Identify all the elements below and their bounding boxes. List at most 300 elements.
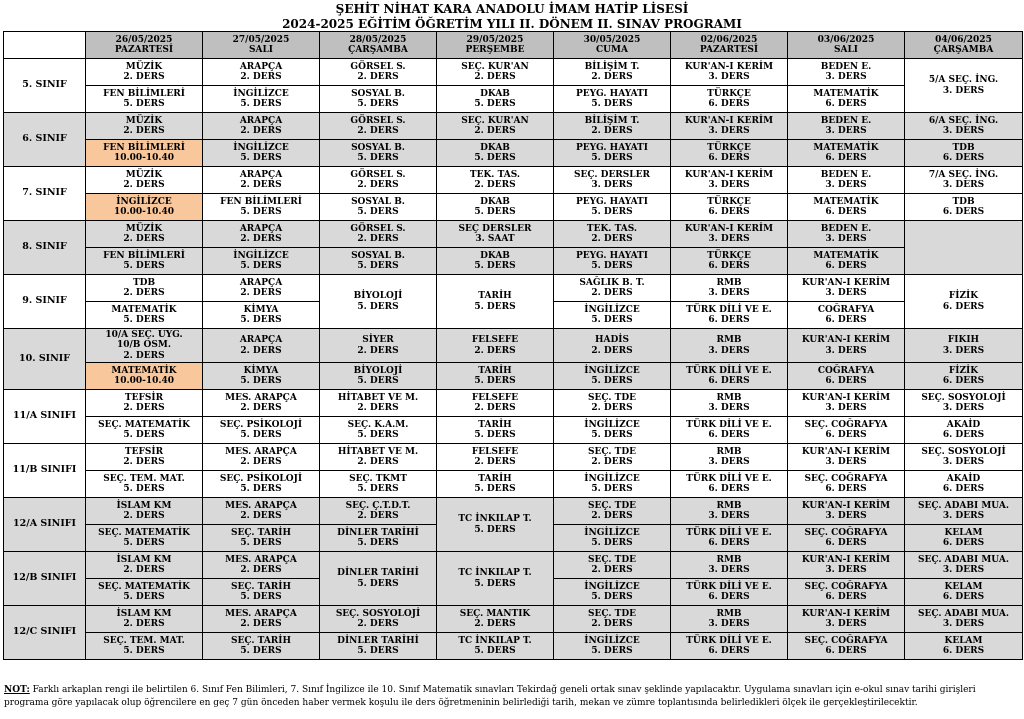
exam-cell bbox=[320, 471, 437, 498]
exam-cell-line: SEÇ. SOSYOLOJİ bbox=[921, 392, 1006, 403]
exam-cell-line: PEYG. HAYATI bbox=[576, 142, 648, 153]
exam-cell bbox=[554, 444, 671, 471]
exam-cell-line: 5. DERS bbox=[123, 430, 165, 440]
exam-cell bbox=[86, 113, 203, 140]
exam-cell bbox=[320, 390, 437, 417]
exam-cell-line: 6. DERS bbox=[825, 538, 867, 548]
exam-cell-line: 6. DERS bbox=[708, 99, 750, 109]
exam-cell-line: BEDEN E. bbox=[820, 61, 872, 72]
exam-cell-line: 6. DERS bbox=[942, 153, 985, 163]
exam-cell bbox=[320, 221, 437, 248]
exam-cell-line: 3. DERS bbox=[708, 288, 750, 298]
exam-cell-line: İNGİLİZCE bbox=[584, 473, 640, 484]
header-row bbox=[4, 32, 1023, 59]
exam-cell bbox=[437, 167, 554, 194]
exam-cell-line: HİTABET VE M. bbox=[337, 446, 419, 457]
exam-cell-line: 5. DERS bbox=[591, 646, 633, 656]
exam-cell bbox=[788, 471, 905, 498]
exam-cell-line: MATEMATİK bbox=[813, 88, 879, 99]
exam-cell bbox=[554, 113, 671, 140]
exam-cell-line: 3. DERS bbox=[708, 565, 750, 575]
exam-cell-line: 3. DERS bbox=[825, 511, 867, 521]
exam-cell-line: DİNLER TARİHİ bbox=[337, 568, 419, 578]
exam-cell-line: İNGİLİZCE bbox=[584, 365, 640, 376]
class-name: 6. SINIF bbox=[4, 113, 86, 167]
exam-cell-line: 2. DERS bbox=[123, 180, 165, 190]
exam-cell-line: SEÇ. COĞRAFYA bbox=[804, 419, 888, 430]
exam-cell bbox=[437, 417, 554, 444]
exam-cell-line: 2. DERS bbox=[123, 619, 165, 629]
exam-cell-line: GÖRSEL S. bbox=[350, 61, 406, 72]
exam-cell-line: 5. DERS bbox=[474, 430, 516, 440]
exam-cell-line: İSLAM KM bbox=[116, 500, 172, 511]
class-name: 12/B SINIFI bbox=[4, 552, 86, 606]
exam-cell-line: KELAM bbox=[944, 527, 983, 538]
exam-cell-line: SEÇ. TARİH bbox=[230, 581, 291, 592]
exam-cell-line: BEDEN E. bbox=[820, 223, 872, 234]
exam-cell bbox=[905, 579, 1023, 606]
exam-cell-line: KİMYA bbox=[243, 304, 279, 315]
exam-cell-line: 7/A SEÇ. İNG. bbox=[928, 169, 999, 180]
exam-cell-line: 6. DERS bbox=[942, 376, 985, 386]
exam-cell-line: 5. DERS bbox=[357, 646, 399, 656]
exam-cell bbox=[437, 59, 554, 86]
exam-cell-line: 2. DERS bbox=[591, 72, 633, 82]
exam-cell-line: 2. DERS bbox=[474, 126, 516, 136]
exam-cell bbox=[203, 329, 320, 363]
exam-cell bbox=[203, 498, 320, 525]
exam-cell bbox=[788, 444, 905, 471]
class-name: 5. SINIF bbox=[4, 59, 86, 113]
exam-cell-line: İNGİLİZCE bbox=[584, 304, 640, 315]
exam-cell-line: İSLAM KM bbox=[116, 608, 172, 619]
exam-cell-line: ARAPÇA bbox=[239, 169, 283, 180]
class-row-bottom bbox=[4, 86, 1023, 113]
exam-cell-line: 6. DERS bbox=[825, 315, 867, 325]
exam-cell-line: SEÇ. MATEMATİK bbox=[98, 581, 190, 592]
day-name: SALI bbox=[248, 45, 274, 55]
exam-cell bbox=[788, 86, 905, 113]
exam-cell bbox=[788, 113, 905, 140]
exam-cell-line: SEÇ. COĞRAFYA bbox=[804, 635, 888, 646]
exam-cell-line: SEÇ. Ç.T.D.T. bbox=[345, 500, 411, 511]
exam-cell bbox=[671, 417, 788, 444]
exam-cell bbox=[905, 363, 1023, 390]
exam-cell-line: 2. DERS bbox=[123, 126, 165, 136]
exam-cell bbox=[554, 86, 671, 113]
exam-cell bbox=[671, 525, 788, 552]
exam-cell-line: 6. DERS bbox=[708, 592, 750, 602]
exam-cell bbox=[554, 194, 671, 221]
exam-cell bbox=[437, 194, 554, 221]
exam-cell-line: 6. DERS bbox=[708, 430, 750, 440]
exam-cell-line: MATEMATİK bbox=[111, 365, 177, 376]
exam-cell-merged bbox=[320, 275, 437, 329]
exam-cell-line: SEÇ. TDE bbox=[588, 446, 636, 457]
exam-cell bbox=[86, 221, 203, 248]
exam-cell bbox=[671, 498, 788, 525]
exam-cell-line: 6. DERS bbox=[825, 646, 867, 656]
exam-cell-line: 2. DERS bbox=[123, 288, 165, 298]
exam-cell-line: DKAB bbox=[480, 250, 510, 261]
exam-cell-line: RMB bbox=[716, 446, 742, 457]
exam-cell bbox=[86, 275, 203, 302]
exam-cell-line: 5. DERS bbox=[357, 578, 399, 589]
exam-cell-line: 2. DERS bbox=[123, 511, 165, 521]
exam-cell-line: KUR'AN-I KERİM bbox=[684, 223, 774, 234]
exam-cell bbox=[203, 194, 320, 221]
exam-cell-line: RMB bbox=[716, 500, 742, 511]
exam-cell-line: TÜRK DİLİ VE E. bbox=[686, 473, 772, 484]
exam-cell-line: 6. DERS bbox=[825, 592, 867, 602]
exam-cell-line: MATEMATİK bbox=[111, 304, 177, 315]
exam-cell-line: BİYOLOJİ bbox=[353, 365, 403, 376]
exam-cell-merged bbox=[320, 552, 437, 606]
exam-cell bbox=[554, 633, 671, 660]
exam-cell-line: KUR'AN-I KERİM bbox=[801, 608, 891, 619]
exam-cell-line: FİZİK bbox=[948, 291, 979, 301]
exam-cell bbox=[788, 140, 905, 167]
class-name: 10. SINIF bbox=[4, 329, 86, 390]
class-row-top bbox=[4, 167, 1023, 194]
day-date: 26/05/2025 bbox=[115, 34, 173, 45]
exam-cell-line: 10.00-10.40 bbox=[113, 207, 175, 217]
exam-cell-line: KELAM bbox=[944, 635, 983, 646]
exam-cell-line: 5. DERS bbox=[591, 538, 633, 548]
exam-cell bbox=[788, 390, 905, 417]
exam-cell-line: 5. DERS bbox=[474, 578, 516, 589]
exam-cell-line: COĞRAFYA bbox=[817, 304, 875, 315]
exam-cell-line: 5. DERS bbox=[240, 207, 282, 217]
exam-cell-line: 2. DERS bbox=[591, 288, 633, 298]
exam-cell bbox=[86, 248, 203, 275]
exam-cell-line: 5. DERS bbox=[591, 153, 633, 163]
exam-cell-line: 5. DERS bbox=[474, 646, 516, 656]
exam-cell-line: COĞRAFYA bbox=[817, 365, 875, 376]
exam-cell bbox=[788, 59, 905, 86]
exam-cell bbox=[671, 140, 788, 167]
day-date: 30/05/2025 bbox=[583, 34, 641, 45]
exam-cell-line: MÜZİK bbox=[125, 169, 163, 180]
exam-cell-line: TÜRKÇE bbox=[707, 142, 751, 153]
exam-cell-line: 5. DERS bbox=[474, 376, 516, 386]
exam-cell-line: 2. DERS bbox=[240, 180, 282, 190]
exam-cell bbox=[86, 444, 203, 471]
class-row-top bbox=[4, 498, 1023, 525]
exam-cell-line: 2. DERS bbox=[591, 403, 633, 413]
exam-cell-line: 2. DERS bbox=[591, 345, 633, 356]
exam-cell-line: KUR'AN-I KERİM bbox=[801, 277, 891, 288]
exam-cell-line: 2. DERS bbox=[591, 234, 633, 244]
exam-cell-line: SEÇ. ADABI MUA. bbox=[917, 554, 1009, 565]
exam-cell-line: 3. DERS bbox=[942, 345, 985, 356]
exam-cell-line: 6. DERS bbox=[942, 592, 985, 602]
common-exam-cell bbox=[86, 363, 203, 390]
exam-cell bbox=[86, 471, 203, 498]
exam-cell-line: 2. DERS bbox=[474, 180, 516, 190]
exam-cell bbox=[788, 606, 905, 633]
exam-cell bbox=[203, 606, 320, 633]
exam-cell-line: ARAPÇA bbox=[239, 335, 283, 345]
exam-cell-line: SEÇ. COĞRAFYA bbox=[804, 527, 888, 538]
exam-cell bbox=[203, 59, 320, 86]
exam-cell-line: 5. DERS bbox=[240, 646, 282, 656]
exam-cell-line: 2. DERS bbox=[474, 345, 516, 356]
exam-cell-line: 2. DERS bbox=[357, 619, 399, 629]
exam-cell-line: 2. DERS bbox=[474, 457, 516, 467]
day-header bbox=[437, 32, 554, 59]
exam-cell-line: İSLAM KM bbox=[116, 554, 172, 565]
exam-cell bbox=[788, 552, 905, 579]
exam-cell-line: SEÇ. TARİH bbox=[230, 527, 291, 538]
day-header bbox=[554, 32, 671, 59]
exam-cell bbox=[203, 471, 320, 498]
exam-cell-line: İNGİLİZCE bbox=[116, 196, 172, 207]
exam-cell-line: İNGİLİZCE bbox=[584, 581, 640, 592]
exam-cell bbox=[671, 606, 788, 633]
exam-cell bbox=[905, 444, 1023, 471]
exam-cell bbox=[320, 633, 437, 660]
exam-cell-line: SEÇ. ADABI MUA. bbox=[917, 608, 1009, 619]
exam-cell-line: 6. DERS bbox=[825, 484, 867, 494]
exam-cell-line: 5. DERS bbox=[240, 592, 282, 602]
exam-cell-line: 3. DERS bbox=[825, 345, 867, 356]
exam-cell-line: SEÇ. COĞRAFYA bbox=[804, 581, 888, 592]
exam-cell bbox=[86, 606, 203, 633]
exam-cell-line: GÖRSEL S. bbox=[350, 223, 406, 234]
exam-cell-line: 5. DERS bbox=[357, 261, 399, 271]
exam-cell-line: 5. DERS bbox=[474, 484, 516, 494]
day-date: 03/06/2025 bbox=[817, 34, 875, 45]
exam-cell-line: 5. DERS bbox=[123, 646, 165, 656]
exam-cell-line: KİMYA bbox=[243, 365, 279, 376]
day-header bbox=[203, 32, 320, 59]
exam-cell-line: 5. DERS bbox=[591, 430, 633, 440]
exam-cell-line: SEÇ. MATEMATİK bbox=[98, 419, 190, 430]
exam-cell-line: MÜZİK bbox=[125, 223, 163, 234]
exam-cell bbox=[86, 417, 203, 444]
exam-cell bbox=[905, 194, 1023, 221]
exam-cell-line: SEÇ. COĞRAFYA bbox=[804, 473, 888, 484]
exam-cell-line: FİZİK bbox=[948, 365, 979, 376]
exam-cell-line: TC İNKILAP T. bbox=[458, 635, 532, 646]
exam-cell-line: 5. DERS bbox=[123, 592, 165, 602]
exam-cell-line: GÖRSEL S. bbox=[350, 115, 406, 126]
exam-cell-line: TARİH bbox=[478, 291, 512, 301]
exam-cell bbox=[320, 363, 437, 390]
exam-cell bbox=[203, 633, 320, 660]
exam-cell bbox=[320, 444, 437, 471]
exam-cell bbox=[86, 552, 203, 579]
exam-cell bbox=[671, 167, 788, 194]
exam-cell-line: MES. ARAPÇA bbox=[225, 392, 297, 403]
exam-cell-line: MÜZİK bbox=[125, 115, 163, 126]
exam-cell-line: 2. DERS bbox=[240, 126, 282, 136]
exam-cell-line: TÜRKÇE bbox=[707, 250, 751, 261]
exam-cell bbox=[905, 606, 1023, 633]
exam-cell-line: 3. DERS bbox=[708, 234, 750, 244]
exam-cell-line: PEYG. HAYATI bbox=[576, 196, 648, 207]
exam-cell-line: İNGİLİZCE bbox=[584, 419, 640, 430]
exam-cell-line: DİNLER TARİHİ bbox=[337, 527, 419, 538]
exam-cell-line: 2. DERS bbox=[357, 403, 399, 413]
exam-cell-line: 3. DERS bbox=[942, 180, 985, 190]
exam-cell-line: 3. DERS bbox=[825, 565, 867, 575]
exam-cell-line: BİYOLOJİ bbox=[353, 291, 403, 301]
exam-cell-line: SEÇ. MATEMATİK bbox=[98, 527, 190, 538]
exam-cell-line: 3. DERS bbox=[942, 85, 985, 96]
exam-cell-line: İNGİLİZCE bbox=[233, 88, 289, 99]
exam-cell bbox=[86, 498, 203, 525]
exam-cell bbox=[203, 417, 320, 444]
exam-cell bbox=[554, 221, 671, 248]
exam-cell-line: İNGİLİZCE bbox=[233, 142, 289, 153]
exam-cell-line: 5. DERS bbox=[474, 99, 516, 109]
day-header bbox=[86, 32, 203, 59]
exam-cell-line: 5. DERS bbox=[240, 153, 282, 163]
day-date: 27/05/2025 bbox=[232, 34, 290, 45]
exam-cell bbox=[437, 390, 554, 417]
exam-cell-line: KUR'AN-I KERİM bbox=[684, 169, 774, 180]
exam-cell-line: 5. DERS bbox=[123, 484, 165, 494]
exam-cell bbox=[203, 302, 320, 329]
class-name: 9. SINIF bbox=[4, 275, 86, 329]
class-row-top bbox=[4, 606, 1023, 633]
exam-cell-line: KUR'AN-I KERİM bbox=[684, 61, 774, 72]
exam-cell-line: 5. DERS bbox=[240, 315, 282, 325]
class-name: 11/B SINIFI bbox=[4, 444, 86, 498]
exam-cell-line: TC İNKILAP T. bbox=[458, 514, 532, 524]
exam-cell-line: 2. DERS bbox=[240, 619, 282, 629]
exam-cell bbox=[905, 552, 1023, 579]
exam-cell-line: 2. DERS bbox=[123, 457, 165, 467]
exam-cell-line: 2. DERS bbox=[123, 403, 165, 413]
exam-cell bbox=[788, 363, 905, 390]
exam-cell-line: 6. DERS bbox=[708, 538, 750, 548]
exam-cell-line: 5. DERS bbox=[357, 430, 399, 440]
exam-cell-line: 10/B OSM. bbox=[117, 340, 171, 351]
exam-cell-line: TÜRK DİLİ VE E. bbox=[686, 635, 772, 646]
exam-cell bbox=[554, 390, 671, 417]
exam-cell-line: SOSYAL B. bbox=[351, 250, 405, 261]
class-row-bottom bbox=[4, 363, 1023, 390]
exam-cell-line: SEÇ. TDE bbox=[588, 392, 636, 403]
exam-cell-line: 3. DERS bbox=[942, 619, 985, 629]
exam-cell bbox=[320, 606, 437, 633]
exam-cell-line: DİNLER TARİHİ bbox=[337, 635, 419, 646]
exam-cell-line: SEÇ. SOSYOLOJİ bbox=[921, 446, 1006, 457]
class-name: 8. SINIF bbox=[4, 221, 86, 275]
exam-cell-line: ARAPÇA bbox=[239, 115, 283, 126]
exam-cell-line: 5. DERS bbox=[474, 207, 516, 217]
exam-cell bbox=[788, 417, 905, 444]
exam-cell-line: 3. DERS bbox=[708, 72, 750, 82]
exam-cell-line: 3. DERS bbox=[825, 180, 867, 190]
exam-cell-line: 2. DERS bbox=[240, 72, 282, 82]
exam-cell bbox=[671, 194, 788, 221]
note-label: NOT: bbox=[4, 685, 30, 695]
exam-cell-line: 2. DERS bbox=[357, 511, 399, 521]
exam-cell-line: SEÇ. TDE bbox=[588, 608, 636, 619]
exam-cell bbox=[788, 525, 905, 552]
exam-cell-line: 2. DERS bbox=[474, 72, 516, 82]
exam-cell-line: 3. DERS bbox=[825, 619, 867, 629]
exam-cell-line: SEÇ. ADABI MUA. bbox=[917, 500, 1009, 511]
exam-cell bbox=[788, 633, 905, 660]
exam-cell-line: TARİH bbox=[478, 365, 512, 376]
exam-cell bbox=[203, 113, 320, 140]
exam-cell-line: 3. DERS bbox=[708, 126, 750, 136]
exam-cell-line: 5. DERS bbox=[357, 153, 399, 163]
exam-cell bbox=[788, 302, 905, 329]
exam-cell-line: 6. DERS bbox=[942, 538, 985, 548]
exam-cell-line: 5. DERS bbox=[123, 538, 165, 548]
day-name: PAZARTESİ bbox=[114, 45, 174, 55]
exam-cell-line: 5. DERS bbox=[357, 484, 399, 494]
exam-cell bbox=[788, 498, 905, 525]
exam-cell-line: BEDEN E. bbox=[820, 169, 872, 180]
exam-cell-line: TÜRK DİLİ VE E. bbox=[686, 365, 772, 376]
exam-cell bbox=[86, 390, 203, 417]
exam-cell bbox=[554, 471, 671, 498]
exam-cell bbox=[554, 140, 671, 167]
exam-cell-line: TÜRKÇE bbox=[707, 88, 751, 99]
exam-cell bbox=[671, 275, 788, 302]
exam-cell-line: 6. DERS bbox=[825, 430, 867, 440]
exam-cell-line: SEÇ. MANTIK bbox=[459, 608, 531, 619]
class-row-top bbox=[4, 552, 1023, 579]
exam-cell bbox=[671, 302, 788, 329]
exam-cell bbox=[905, 498, 1023, 525]
exam-cell-line: 2. DERS bbox=[591, 126, 633, 136]
exam-cell bbox=[437, 471, 554, 498]
exam-cell-line: 6. DERS bbox=[825, 376, 867, 386]
exam-cell-line: 5. DERS bbox=[474, 153, 516, 163]
exam-cell bbox=[554, 329, 671, 363]
exam-cell-line: SEÇ. DERSLER bbox=[574, 169, 650, 180]
class-row-top bbox=[4, 329, 1023, 363]
exam-cell-line: 3. DERS bbox=[825, 126, 867, 136]
exam-cell bbox=[905, 471, 1023, 498]
day-date: 29/05/2025 bbox=[466, 34, 524, 45]
day-name: SALI bbox=[833, 45, 859, 55]
exam-cell-line: MATEMATİK bbox=[813, 196, 879, 207]
exam-cell bbox=[905, 329, 1023, 363]
exam-cell-line: 2. DERS bbox=[357, 457, 399, 467]
exam-cell bbox=[671, 221, 788, 248]
exam-cell-line: PEYG. HAYATI bbox=[576, 250, 648, 261]
exam-cell bbox=[554, 363, 671, 390]
exam-cell bbox=[203, 86, 320, 113]
exam-cell bbox=[203, 390, 320, 417]
exam-cell bbox=[671, 633, 788, 660]
exam-cell bbox=[554, 552, 671, 579]
exam-cell-line: 3. DERS bbox=[708, 457, 750, 467]
exam-cell-line: 6/A SEÇ. İNG. bbox=[928, 115, 999, 126]
exam-cell bbox=[554, 498, 671, 525]
exam-cell-line: PEYG. HAYATI bbox=[576, 88, 648, 99]
exam-cell-line: SOSYAL B. bbox=[351, 196, 405, 207]
day-date: 04/06/2025 bbox=[935, 34, 992, 45]
exam-cell bbox=[437, 329, 554, 363]
exam-cell bbox=[320, 498, 437, 525]
exam-cell bbox=[671, 444, 788, 471]
day-name: PAZARTESİ bbox=[699, 45, 759, 55]
exam-cell-line: FEN BİLİMLERİ bbox=[103, 250, 185, 261]
exam-cell-line: MES. ARAPÇA bbox=[225, 446, 297, 457]
exam-cell bbox=[203, 525, 320, 552]
exam-cell-line: 2. DERS bbox=[240, 511, 282, 521]
